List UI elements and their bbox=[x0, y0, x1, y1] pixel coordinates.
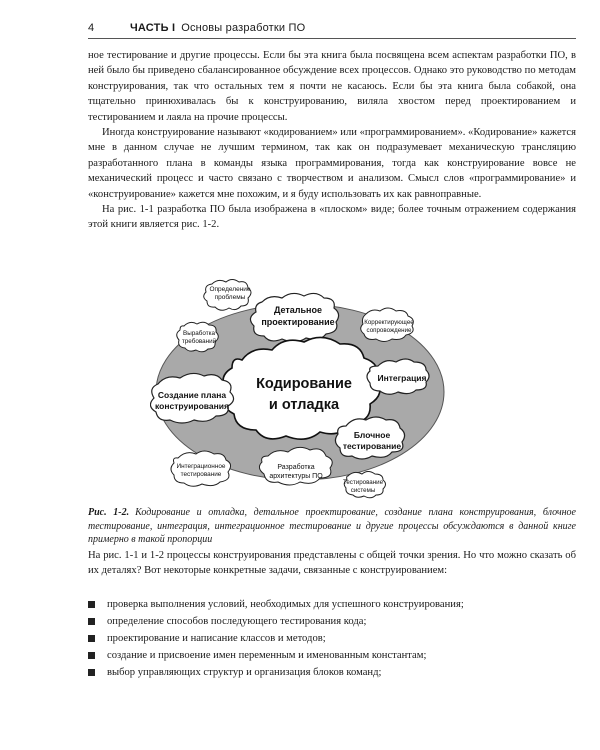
bullet-icon bbox=[88, 669, 95, 676]
node-label: Блочное bbox=[353, 430, 391, 440]
part-label: ЧАСТЬ I bbox=[130, 22, 176, 34]
bullet-icon bbox=[88, 601, 95, 608]
node-label: сопровождение bbox=[366, 327, 412, 334]
list-item bbox=[88, 613, 576, 630]
figure-1-2 bbox=[150, 278, 450, 502]
list-item-text: создание и присвоение имен переменным и именованным константам; bbox=[107, 650, 427, 661]
section-title: Основы разработки ПО bbox=[181, 22, 306, 34]
node-requirements bbox=[177, 322, 219, 352]
task-list bbox=[88, 596, 576, 681]
node-label: системы bbox=[350, 487, 376, 494]
figure-caption bbox=[88, 506, 576, 547]
node-label: тестирование bbox=[180, 471, 222, 478]
list-item-text: определение способов последующего тестирования кода; bbox=[107, 616, 367, 627]
paragraph: На рис. 1-1 разработка ПО была изображена в «плоском» виде; более точным отражением содержания этой книги является рис. 1-2. bbox=[88, 204, 576, 231]
list-item-text: проверка выполнения условий, необходимых для успешного конструирования; bbox=[107, 599, 464, 610]
bullet-icon bbox=[88, 618, 95, 625]
top-paragraphs bbox=[88, 48, 576, 233]
node-label: проблемы bbox=[214, 294, 246, 301]
node-system-testing bbox=[343, 472, 386, 498]
node-label: Выработка bbox=[183, 330, 215, 337]
node-label: требований bbox=[181, 338, 217, 345]
node-construction-plan bbox=[150, 373, 233, 423]
node-label: архитектуры ПО bbox=[269, 473, 323, 480]
node-label: проектирование bbox=[261, 317, 335, 327]
list-item bbox=[88, 596, 576, 613]
node-problem-definition bbox=[204, 280, 251, 311]
list-item bbox=[88, 630, 576, 647]
paragraph: На рис. 1-1 и 1-2 процессы конструирования представлены с общей точки зрения. Но что можно сказать об их деталях? Вот некоторые конкретные задачи, связанные с конструированием: bbox=[88, 550, 576, 577]
center-label: и отладка bbox=[268, 397, 340, 413]
node-label: Интеграция bbox=[377, 373, 427, 383]
node-label: тестирование bbox=[342, 441, 402, 451]
page-number: 4 bbox=[88, 22, 95, 34]
paragraph: Иногда конструирование называют «кодированием» или «программированием». «Кодирование» кажется мне в данном случае не лучшим термином, так как он подразумевает механическую трансляцию разработанного плана в команды языка программирования, тогда как конструирование вовсе не механический процесс и часто связано с творчеством и анализом. Смысл слов «программирование» и «конструирование» кажется мне похожим, и я буду использовать их как равноправные. bbox=[88, 127, 576, 200]
node-label: Детальное bbox=[273, 305, 323, 315]
bullet-icon bbox=[88, 635, 95, 642]
node-label: конструирования bbox=[155, 401, 229, 411]
caption-label: Рис. 1-2. bbox=[88, 507, 130, 518]
node-label: Создание плана bbox=[157, 390, 227, 400]
construction-diagram bbox=[150, 278, 450, 502]
node-label: Тестирование bbox=[342, 479, 384, 486]
paragraph: ное тестирование и другие процессы. Если бы эта книга была посвящена всем аспектам разработки ПО, в ней было бы приведено сбалансированное обсуждение всех процессов. Однако это руководство по методам конструирования, так что остальных тем я почти не касаюсь. Если бы эта книга была собакой, она тщательно принюхивалась бы к конструированию, виляла хвостом перед проектированием и тестированием и лаяла на прочие процессы. bbox=[88, 50, 576, 123]
running-header bbox=[88, 18, 576, 38]
list-item-text: проектирование и написание классов и методов; bbox=[107, 633, 326, 644]
node-label: Определение bbox=[209, 286, 251, 293]
list-item-text: выбор управляющих структур и организация блоков команд; bbox=[107, 667, 382, 678]
intro-paragraph-block bbox=[88, 548, 576, 579]
bullet-icon bbox=[88, 652, 95, 659]
node-label: Интеграционное bbox=[176, 463, 226, 470]
node-detailed-design bbox=[250, 293, 338, 341]
node-label: Корректирующее bbox=[364, 319, 414, 326]
node-integration-testing bbox=[171, 451, 231, 486]
list-item bbox=[88, 664, 576, 681]
caption-text: Кодирование и отладка, детальное проектирование, создание плана конструирования, блочное тестирование, интеграция, интеграционное тестирование и другие процессы обсуждаются в данной книге примерно в такой пропорции bbox=[88, 507, 576, 546]
node-label: Разработка bbox=[277, 464, 315, 471]
list-item bbox=[88, 647, 576, 664]
header-rule bbox=[88, 38, 576, 39]
center-label: Кодирование bbox=[256, 376, 352, 392]
